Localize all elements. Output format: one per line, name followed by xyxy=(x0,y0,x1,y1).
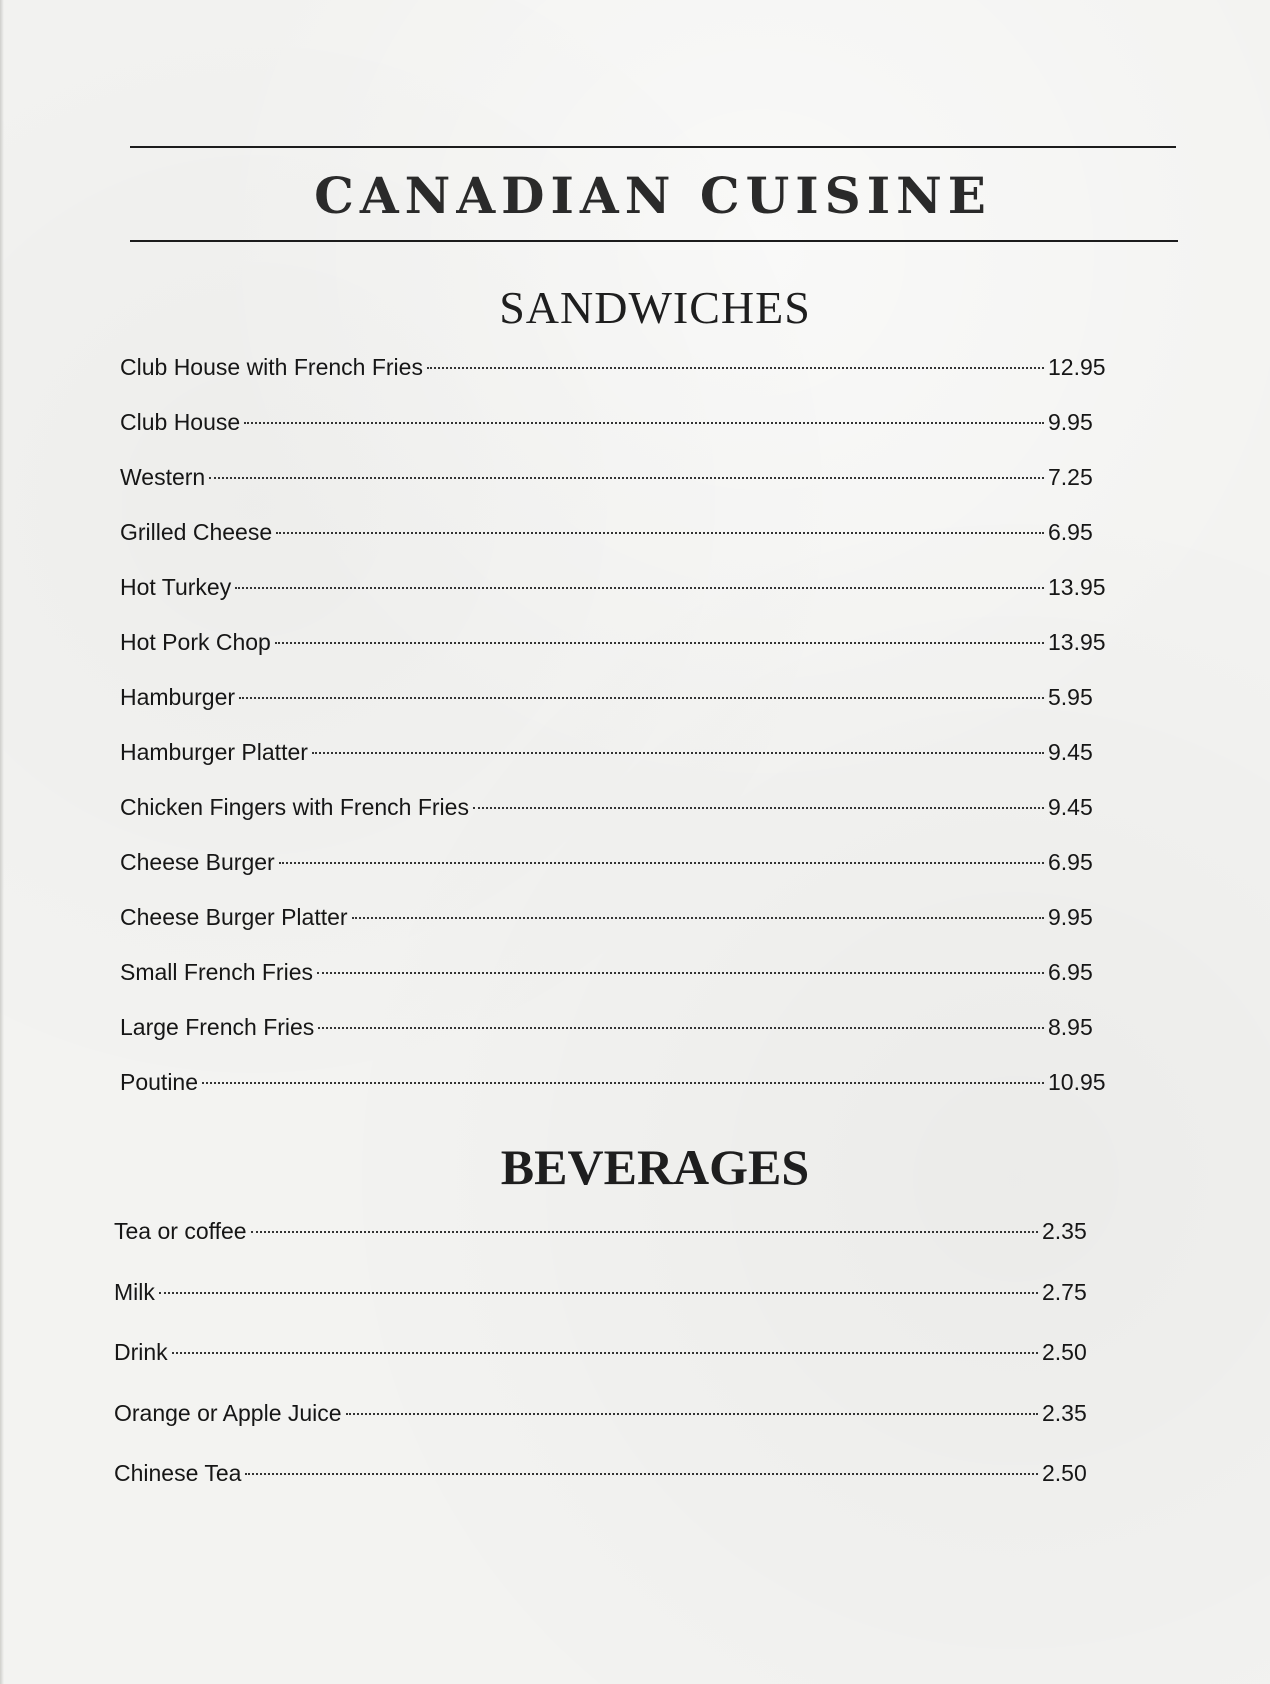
item-name: Cheese Burger Platter xyxy=(120,904,348,930)
dot-leader xyxy=(235,587,1044,589)
item-price: 6.95 xyxy=(1048,959,1093,985)
item-name: Milk xyxy=(114,1278,155,1305)
item-price: 13.95 xyxy=(1048,574,1106,600)
dot-leader xyxy=(427,367,1044,369)
dot-leader xyxy=(275,642,1044,644)
item-name: Hamburger Platter xyxy=(120,739,308,765)
dot-leader xyxy=(209,477,1044,479)
menu-item-hot-turkey xyxy=(120,572,1120,627)
dot-leader xyxy=(346,1413,1038,1415)
item-name: Orange or Apple Juice xyxy=(114,1399,342,1426)
dot-leader xyxy=(276,532,1044,534)
item-name: Chicken Fingers with French Fries xyxy=(120,794,469,820)
menu-item-club-house xyxy=(120,407,1120,462)
title-top-rule xyxy=(130,146,1176,148)
item-price: 9.45 xyxy=(1048,739,1093,765)
menu-item-large-french-fries xyxy=(120,1012,1120,1067)
menu-item-hamburger xyxy=(120,682,1120,737)
item-name: Drink xyxy=(114,1339,168,1365)
menu-item-chicken-fingers-with-french-fries xyxy=(120,792,1120,847)
item-name: Hamburger xyxy=(120,684,236,710)
dot-leader xyxy=(245,1473,1038,1475)
item-price: 9.45 xyxy=(1048,794,1093,820)
item-name: Western xyxy=(120,464,206,490)
dot-leader xyxy=(317,972,1044,974)
item-price: 8.95 xyxy=(1048,1014,1093,1040)
sandwiches-list xyxy=(120,352,1120,1122)
item-name: Club House xyxy=(120,409,241,435)
sandwiches-heading: SANDWICHES xyxy=(499,282,811,333)
dot-leader xyxy=(202,1082,1044,1084)
menu-item-western xyxy=(120,462,1120,517)
menu-title: CANADIAN CUISINE xyxy=(314,166,992,225)
menu-item-cheese-burger xyxy=(120,847,1120,902)
dot-leader xyxy=(172,1352,1038,1354)
menu-item-milk xyxy=(114,1277,1114,1338)
dot-leader xyxy=(244,422,1044,424)
dot-leader xyxy=(312,752,1044,754)
menu-item-drink xyxy=(114,1337,1114,1398)
item-price: 9.95 xyxy=(1048,904,1093,930)
item-price: 9.95 xyxy=(1048,409,1093,435)
beverages-list xyxy=(114,1216,1114,1519)
beverages-heading: BEVERAGES xyxy=(500,1139,810,1195)
dot-leader xyxy=(279,862,1044,864)
dot-leader xyxy=(251,1231,1038,1233)
item-price: 2.35 xyxy=(1042,1218,1087,1244)
dot-leader xyxy=(239,697,1044,699)
item-name: Cheese Burger xyxy=(120,849,275,875)
item-name: Chinese Tea xyxy=(114,1460,242,1486)
item-price: 7.25 xyxy=(1048,464,1093,490)
item-price: 2.50 xyxy=(1042,1339,1087,1365)
item-name: Tea or coffee xyxy=(114,1218,247,1244)
menu-item-orange-or-apple-juice xyxy=(114,1398,1114,1459)
menu-item-chinese-tea xyxy=(114,1458,1114,1519)
dot-leader xyxy=(159,1292,1038,1294)
item-price: 2.35 xyxy=(1042,1399,1087,1426)
item-name: Grilled Cheese xyxy=(120,519,273,545)
item-price: 2.75 xyxy=(1042,1278,1087,1305)
item-name: Large French Fries xyxy=(120,1014,315,1040)
item-name: Hot Pork Chop xyxy=(120,629,271,655)
menu-item-tea-or-coffee xyxy=(114,1216,1114,1277)
page-edge-shadow xyxy=(0,0,4,1684)
dot-leader xyxy=(473,807,1044,809)
item-price: 12.95 xyxy=(1048,354,1106,380)
item-name: Poutine xyxy=(120,1069,199,1095)
item-price: 5.95 xyxy=(1048,684,1093,710)
dot-leader xyxy=(352,917,1044,919)
menu-item-poutine xyxy=(120,1067,1120,1122)
dot-leader xyxy=(318,1027,1044,1029)
item-price: 6.95 xyxy=(1048,849,1093,875)
item-name: Small French Fries xyxy=(120,959,313,985)
menu-item-hamburger-platter xyxy=(120,737,1120,792)
item-name: Hot Turkey xyxy=(120,574,232,600)
item-price: 6.95 xyxy=(1048,519,1093,545)
item-price: 13.95 xyxy=(1048,629,1106,655)
menu-item-small-french-fries xyxy=(120,957,1120,1012)
item-name: Club House with French Fries xyxy=(120,354,423,380)
menu-item-cheese-burger-platter xyxy=(120,902,1120,957)
menu-item-grilled-cheese xyxy=(120,517,1120,572)
menu-item-club-house-with-french-fries xyxy=(120,352,1120,407)
title-bottom-rule xyxy=(130,240,1178,242)
item-price: 2.50 xyxy=(1042,1460,1087,1486)
item-price: 10.95 xyxy=(1048,1069,1106,1095)
menu-item-hot-pork-chop xyxy=(120,627,1120,682)
